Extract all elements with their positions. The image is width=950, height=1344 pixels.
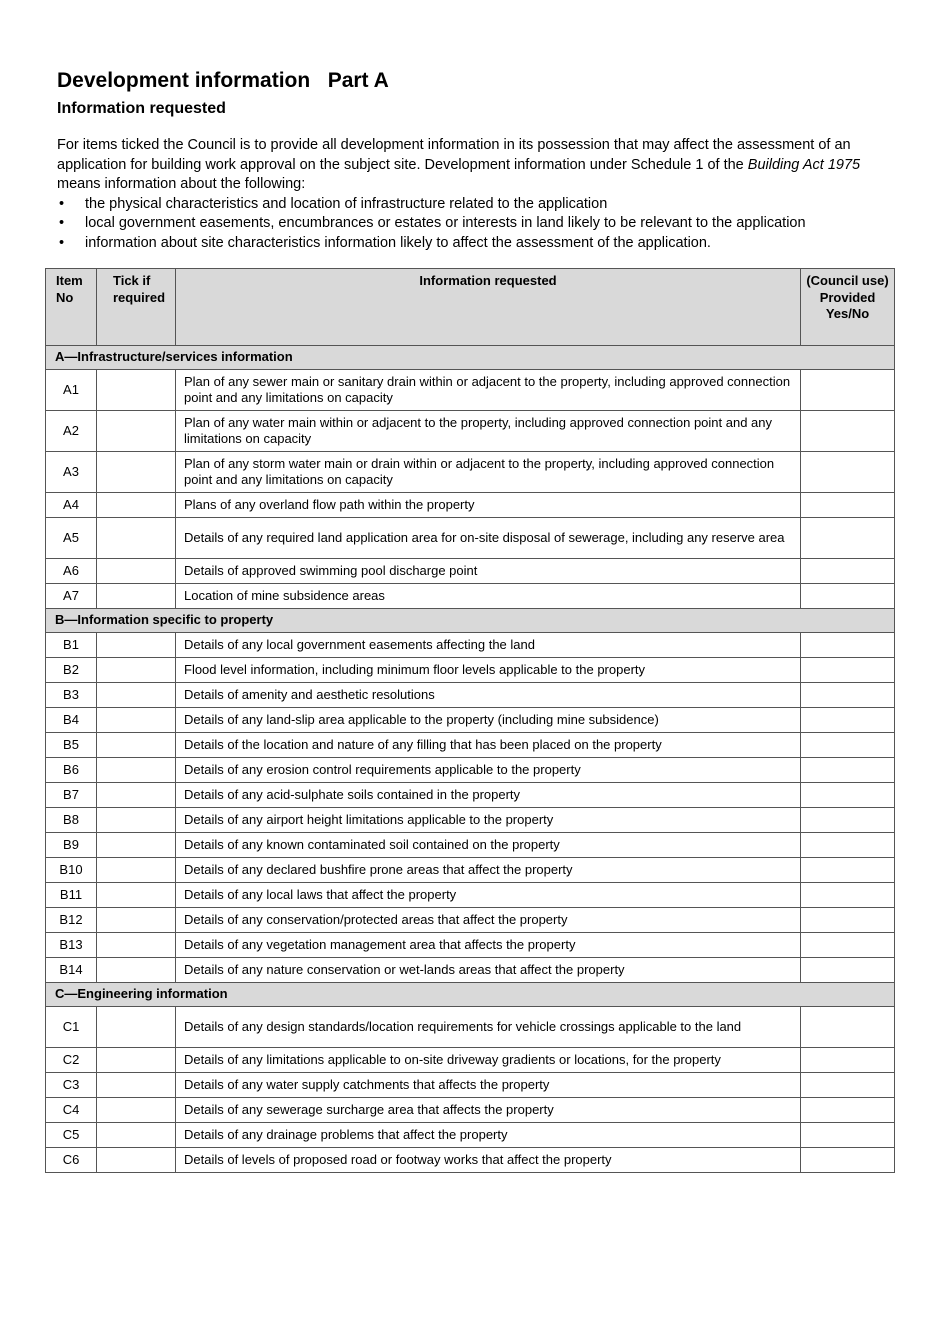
provided-cell[interactable] [801, 559, 895, 584]
info-text: Plans of any overland flow path within the property [176, 493, 801, 518]
table-row [46, 1007, 895, 1048]
provided-cell[interactable] [801, 808, 895, 833]
table-row [46, 1148, 895, 1173]
table-row [46, 783, 895, 808]
info-text: Details of any erosion control requirements applicable to the property [176, 758, 801, 783]
table-row [46, 518, 895, 559]
section-title: A—Infrastructure/services information [46, 346, 895, 370]
intro-line: For items ticked the Council is to provide all development information in its possession that may affect the assessment of an application for building work approval on the subject site. Development information under Schedule 1 of the [57, 137, 851, 173]
act-name: Building Act 1975 [747, 156, 861, 173]
info-text: Details of amenity and aesthetic resolutions [176, 683, 801, 708]
info-text: Details of the location and nature of any filling that has been placed on the property [176, 733, 801, 758]
tick-cell[interactable] [97, 658, 176, 683]
item-number: B4 [46, 708, 97, 733]
table-row [46, 958, 895, 983]
provided-cell[interactable] [801, 493, 895, 518]
section-row [46, 609, 895, 633]
item-number: C1 [46, 1007, 97, 1048]
table-row [46, 1073, 895, 1098]
tick-cell[interactable] [97, 493, 176, 518]
info-text: Details of any airport height limitations applicable to the property [176, 808, 801, 833]
tick-cell[interactable] [97, 808, 176, 833]
tick-cell[interactable] [97, 683, 176, 708]
info-text: Details of any declared bushfire prone areas that affect the property [176, 858, 801, 883]
item-number: B9 [46, 833, 97, 858]
header-tick: Tick if required [97, 269, 176, 346]
info-text: Details of any water supply catchments that affects the property [176, 1073, 801, 1098]
item-number: A2 [46, 411, 97, 452]
bullet-icon: • [59, 234, 65, 251]
table-row [46, 1048, 895, 1073]
intro-bullet [57, 195, 893, 215]
tick-cell[interactable] [97, 633, 176, 658]
provided-cell[interactable] [801, 708, 895, 733]
table-row [46, 633, 895, 658]
info-text: Details of any conservation/protected areas that affect the property [176, 908, 801, 933]
header-provided: (Council use) Provided Yes/No [801, 269, 895, 346]
table-row [46, 658, 895, 683]
tick-cell[interactable] [97, 1048, 176, 1073]
item-number: B6 [46, 758, 97, 783]
provided-cell[interactable] [801, 933, 895, 958]
provided-cell[interactable] [801, 1123, 895, 1148]
info-text: Details of any limitations applicable to on-site driveway gradients or locations, for the property [176, 1048, 801, 1073]
table-row [46, 933, 895, 958]
tick-cell[interactable] [97, 758, 176, 783]
intro-line-end: means information about the following: [57, 176, 306, 192]
intro-bullet [57, 234, 893, 254]
info-text: Details of any design standards/location requirements for vehicle crossings applicable to the land [176, 1007, 801, 1048]
item-number: A3 [46, 452, 97, 493]
tick-cell[interactable] [97, 584, 176, 609]
tick-cell[interactable] [97, 708, 176, 733]
tick-cell[interactable] [97, 833, 176, 858]
provided-cell[interactable] [801, 518, 895, 559]
table-row [46, 493, 895, 518]
table-row [46, 808, 895, 833]
table-row [46, 758, 895, 783]
item-number: A1 [46, 370, 97, 411]
tick-cell[interactable] [97, 1073, 176, 1098]
section-title: B—Information specific to property [46, 609, 895, 633]
provided-cell[interactable] [801, 783, 895, 808]
tick-cell[interactable] [97, 933, 176, 958]
intro-paragraph [57, 136, 893, 195]
table-body [46, 346, 895, 1173]
tick-cell[interactable] [97, 559, 176, 584]
provided-cell[interactable] [801, 658, 895, 683]
page-subtitle: Information requested [57, 100, 226, 117]
item-number: C6 [46, 1148, 97, 1173]
intro-text [57, 136, 893, 253]
section-title: C—Engineering information [46, 983, 895, 1007]
info-text: Details of any vegetation management area that affects the property [176, 933, 801, 958]
table-row [46, 683, 895, 708]
item-number: A7 [46, 584, 97, 609]
info-text: Details of any acid-sulphate soils contained in the property [176, 783, 801, 808]
item-number: A5 [46, 518, 97, 559]
provided-cell[interactable] [801, 1148, 895, 1173]
item-number: B8 [46, 808, 97, 833]
item-number: B13 [46, 933, 97, 958]
provided-cell[interactable] [801, 833, 895, 858]
table-row [46, 858, 895, 883]
table-row [46, 559, 895, 584]
provided-cell[interactable] [801, 883, 895, 908]
item-number: B3 [46, 683, 97, 708]
table-row [46, 1123, 895, 1148]
header-item-no: Item No [46, 269, 97, 346]
info-text: Details of any drainage problems that affect the property [176, 1123, 801, 1148]
info-text: Details of any local government easements affecting the land [176, 633, 801, 658]
item-number: C3 [46, 1073, 97, 1098]
bullet-icon: • [59, 195, 65, 212]
table-row [46, 452, 895, 493]
info-text: Details of any known contaminated soil contained on the property [176, 833, 801, 858]
provided-cell[interactable] [801, 370, 895, 411]
tick-cell[interactable] [97, 783, 176, 808]
table-row [46, 833, 895, 858]
tick-cell[interactable] [97, 858, 176, 883]
provided-cell[interactable] [801, 858, 895, 883]
tick-cell[interactable] [97, 518, 176, 559]
info-text: Plan of any storm water main or drain within or adjacent to the property, including approved connection point and any limitations on capacity [176, 452, 801, 493]
section-row [46, 346, 895, 370]
information-table [45, 268, 895, 1173]
item-number: A4 [46, 493, 97, 518]
header-info: Information requested [176, 269, 801, 346]
tick-cell[interactable] [97, 452, 176, 493]
info-text: Details of approved swimming pool discharge point [176, 559, 801, 584]
item-number: B5 [46, 733, 97, 758]
info-text: Details of any local laws that affect the property [176, 883, 801, 908]
item-number: C2 [46, 1048, 97, 1073]
info-text: Details of any land-slip area applicable to the property (including mine subsidence) [176, 708, 801, 733]
provided-cell[interactable] [801, 958, 895, 983]
provided-cell[interactable] [801, 633, 895, 658]
tick-cell[interactable] [97, 1148, 176, 1173]
item-number: B2 [46, 658, 97, 683]
info-text: Details of any sewerage surcharge area that affects the property [176, 1098, 801, 1123]
tick-cell[interactable] [97, 411, 176, 452]
bullet-text: information about site characteristics information likely to affect the assessment of the application. [85, 234, 711, 251]
provided-cell[interactable] [801, 758, 895, 783]
item-number: C4 [46, 1098, 97, 1123]
provided-cell[interactable] [801, 683, 895, 708]
bullet-text: local government easements, encumbrances or estates or interests in land likely to be relevant to the application [85, 215, 806, 231]
tick-cell[interactable] [97, 958, 176, 983]
info-text: Plan of any sewer main or sanitary drain within or adjacent to the property, including approved connection point and any limitations on capacity [176, 370, 801, 411]
intro-bullet [57, 214, 893, 234]
bullet-icon: • [59, 215, 65, 231]
tick-cell[interactable] [97, 1007, 176, 1048]
table-row [46, 411, 895, 452]
item-number: B12 [46, 908, 97, 933]
item-number: B7 [46, 783, 97, 808]
item-number: B10 [46, 858, 97, 883]
document-page [57, 66, 893, 253]
table-row [46, 908, 895, 933]
table-header-row [46, 269, 895, 346]
info-text: Details of levels of proposed road or footway works that affect the property [176, 1148, 801, 1173]
info-text: Flood level information, including minimum floor levels applicable to the property [176, 658, 801, 683]
table-row [46, 1098, 895, 1123]
provided-cell[interactable] [801, 584, 895, 609]
provided-cell[interactable] [801, 1007, 895, 1048]
table-row [46, 883, 895, 908]
item-number: A6 [46, 559, 97, 584]
info-text: Location of mine subsidence areas [176, 584, 801, 609]
table-row [46, 584, 895, 609]
provided-cell[interactable] [801, 1073, 895, 1098]
bullet-text: the physical characteristics and location of infrastructure related to the application [85, 195, 608, 212]
tick-cell[interactable] [97, 370, 176, 411]
section-row [46, 983, 895, 1007]
provided-cell[interactable] [801, 908, 895, 933]
table-row [46, 733, 895, 758]
tick-cell[interactable] [97, 883, 176, 908]
provided-cell[interactable] [801, 733, 895, 758]
tick-cell[interactable] [97, 733, 176, 758]
table-row [46, 370, 895, 411]
item-number: B14 [46, 958, 97, 983]
item-number: C5 [46, 1123, 97, 1148]
provided-cell[interactable] [801, 1098, 895, 1123]
intro-bullet-list [57, 195, 893, 254]
info-text: Details of any required land application area for on-site disposal of sewerage, including any reserve area [176, 518, 801, 559]
provided-cell[interactable] [801, 452, 895, 493]
provided-cell[interactable] [801, 411, 895, 452]
item-number: B11 [46, 883, 97, 908]
tick-cell[interactable] [97, 1123, 176, 1148]
provided-cell[interactable] [801, 1048, 895, 1073]
tick-cell[interactable] [97, 908, 176, 933]
info-text: Details of any nature conservation or wet-lands areas that affect the property [176, 958, 801, 983]
page-title: Development information Part A [57, 69, 389, 92]
tick-cell[interactable] [97, 1098, 176, 1123]
table-row [46, 708, 895, 733]
info-text: Plan of any water main within or adjacent to the property, including approved connection point and any limitations on capacity [176, 411, 801, 452]
item-number: B1 [46, 633, 97, 658]
